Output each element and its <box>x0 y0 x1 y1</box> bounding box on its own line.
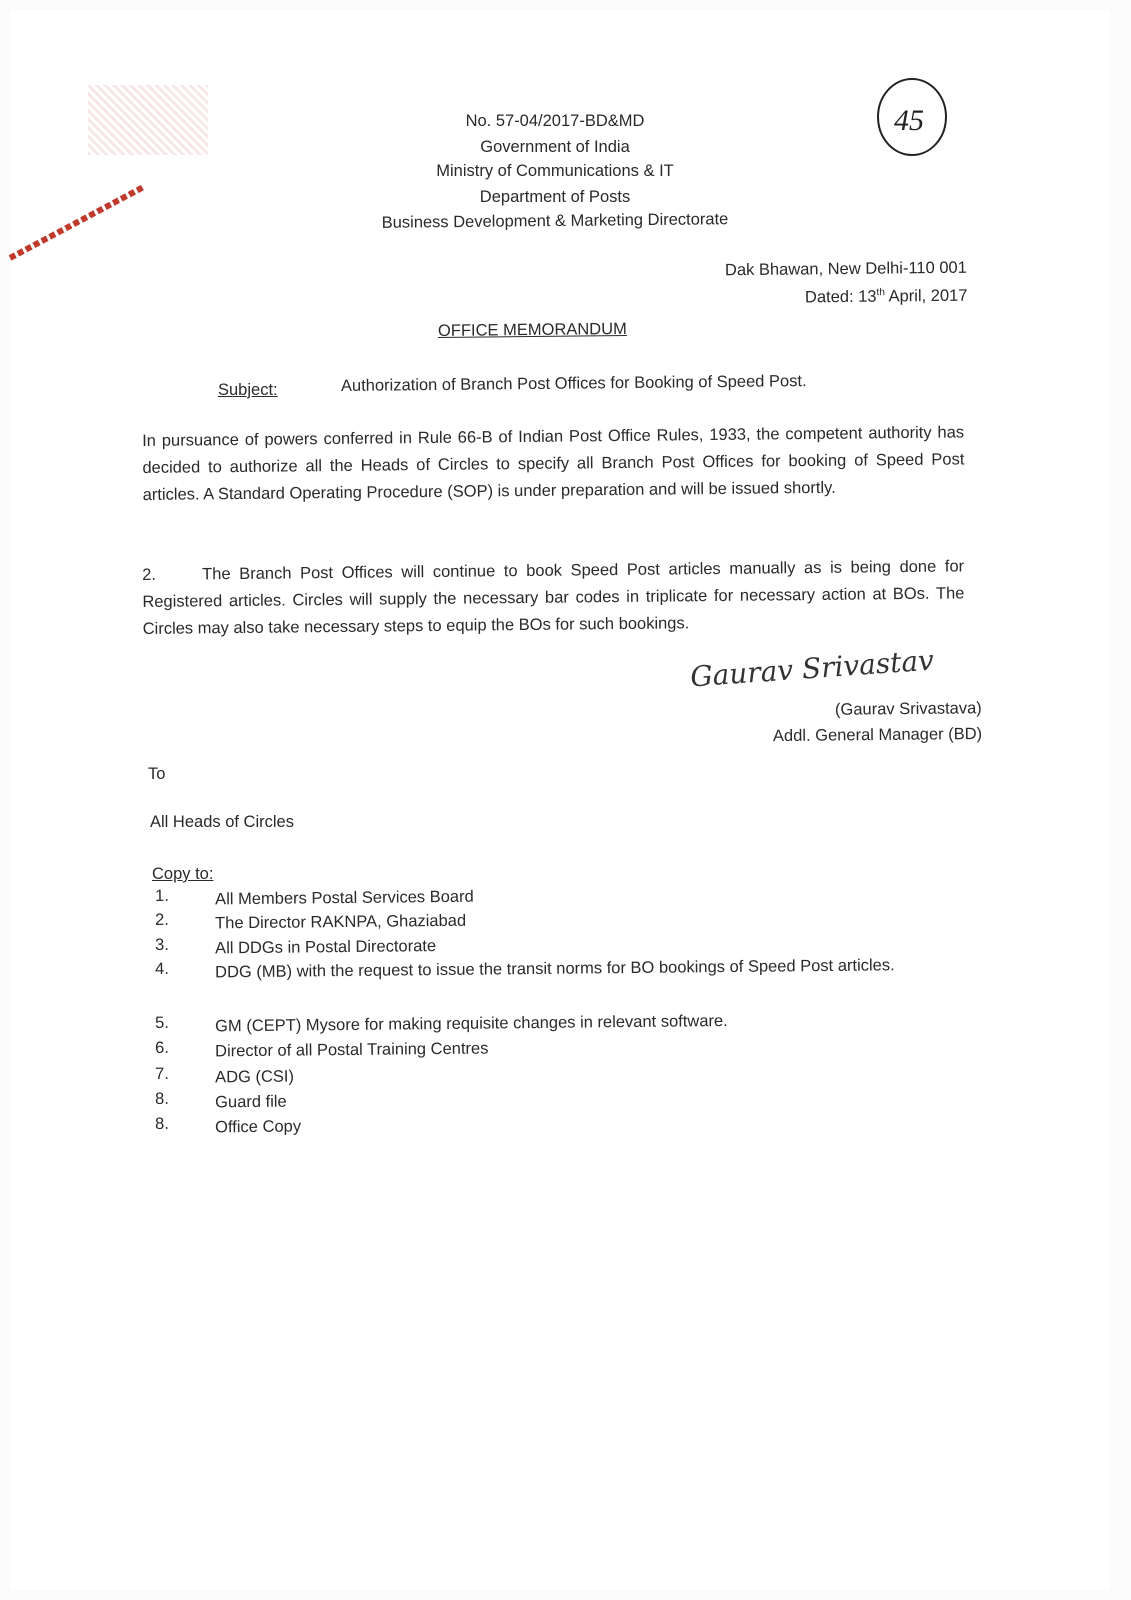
signatory-name: (Gaurav Srivastava) <box>835 699 983 719</box>
to-recipient: All Heads of Circles <box>150 813 294 831</box>
copy-to-item <box>155 1005 985 1036</box>
copy-to-text: DDG (MB) with the request to issue the transit norms for BO bookings of Speed Post articles. <box>215 956 895 982</box>
to-label: To <box>148 765 166 783</box>
address: Dak Bhawan, New Delhi-110 001 <box>725 258 968 280</box>
copy-to-text: ADG (CSI) <box>215 1067 295 1087</box>
subject-text: Authorization of Branch Post Offices for Booking of Speed Post. <box>340 372 807 395</box>
paragraph-2 <box>142 553 965 643</box>
date-prefix: Dated: 13 <box>804 287 877 307</box>
subject-label: Subject: <box>218 381 278 399</box>
file-number: No. 57-04/2017-BD&MD <box>465 112 645 130</box>
copy-to-text: Director of all Postal Training Centres <box>215 1039 489 1061</box>
copy-to-number: 8. <box>155 1089 169 1108</box>
page-number-text: 45 <box>894 104 924 137</box>
copy-to-number: 8. <box>155 1114 169 1133</box>
date <box>804 286 967 307</box>
date-suffix: April, 2017 <box>884 286 968 306</box>
copy-to-text: The Director RAKNPA, Ghaziabad <box>215 911 467 933</box>
copy-to-text: GM (CEPT) Mysore for making requisite changes in relevant software. <box>215 1012 728 1036</box>
paragraph-2-number: 2. <box>142 565 156 584</box>
memo-title: OFFICE MEMORANDUM <box>437 320 627 340</box>
header-line-1: Government of India <box>480 138 630 156</box>
copy-to-number: 3. <box>155 935 169 954</box>
copy-to-text: All DDGs in Postal Directorate <box>215 937 437 958</box>
copy-to-text: Guard file <box>215 1092 287 1112</box>
signature: Gaurav Srivastav <box>689 643 935 694</box>
copy-to-number: 6. <box>155 1038 169 1057</box>
document-page <box>10 10 1110 1590</box>
copy-to-number: 7. <box>155 1064 169 1083</box>
copy-to-number: 4. <box>155 959 169 978</box>
copy-to-number: 1. <box>155 886 169 905</box>
copy-to-number: 5. <box>155 1013 169 1032</box>
signatory-designation: Addl. General Manager (BD) <box>772 724 983 746</box>
paragraph-2-text: The Branch Post Offices will continue to book Speed Post articles manually as is being done for Registered articles. Circles will supply the necessary bar codes in triplicate for necessary action at BOs. The Circles may also take necessary steps to equip the BOs for such bookings. <box>142 557 965 638</box>
date-sup: th <box>875 287 885 299</box>
copy-to-text: All Members Postal Services Board <box>215 887 474 909</box>
header-line-4: Business Development & Marketing Directorate <box>381 210 729 232</box>
paragraph-1: In pursuance of powers conferred in Rule 66-B of Indian Post Office Rules, 1933, the competent authority has decided to authorize all the Heads of Circles to specify all Branch Post Offices for booking of Speed Post articles. A Standard Operating Procedure (SOP) is under preparation and will be issued shortly. <box>142 423 965 504</box>
copy-to-item <box>155 878 985 909</box>
copy-to-label: Copy to: <box>152 865 214 883</box>
header-line-3: Department of Posts <box>479 188 631 206</box>
copy-to-number: 2. <box>155 910 169 929</box>
header-line-2: Ministry of Communications & IT <box>436 162 674 180</box>
copy-to-text: Office Copy <box>215 1117 302 1137</box>
